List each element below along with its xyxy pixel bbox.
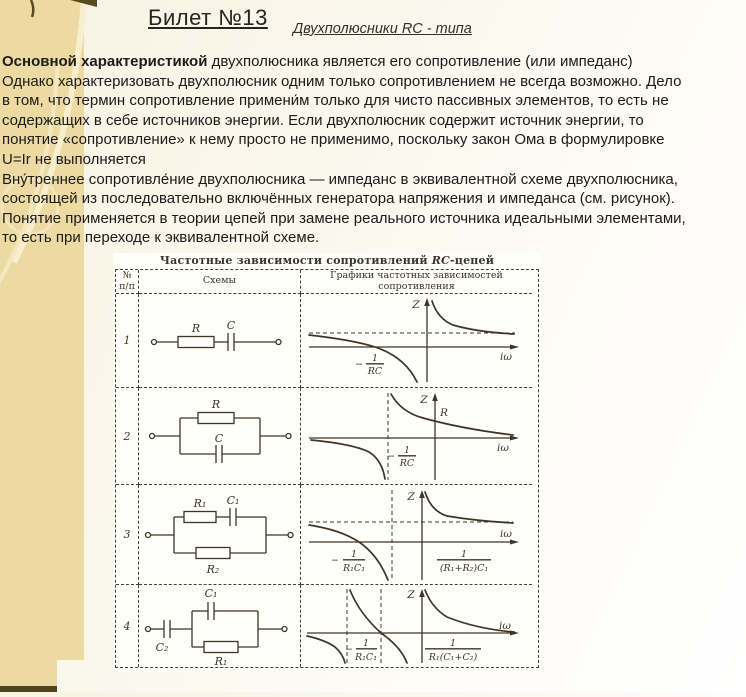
- zero-label-fraction: [437, 549, 491, 574]
- svg-text:1: 1: [460, 548, 468, 560]
- paragraph-line: Вну́треннее сопротивле́ние двухполюсника — импеданс в эквивалентной схеме двухполюсника,: [2, 170, 678, 188]
- svg-text:−: −: [387, 450, 395, 462]
- capacitor-label: C: [214, 431, 223, 445]
- table-title-tail: -цепей: [450, 254, 495, 267]
- svg-text:1: 1: [449, 638, 457, 649]
- svg-text:1: 1: [350, 548, 358, 560]
- svg-text:RC: RC: [399, 457, 415, 469]
- rc-table-figure: [113, 253, 541, 672]
- capacitor-label: C: [226, 318, 235, 332]
- body-paragraph: [2, 52, 746, 248]
- graph-row2: [301, 388, 532, 485]
- paragraph-line: U=Ir не выполняется: [2, 150, 146, 168]
- z-axis-label: Z: [420, 393, 428, 406]
- zero-label-fraction: [425, 638, 481, 663]
- paragraph-line: понятие «сопротивление» к нему просто не применимо, поскольку закон Ома в формулировке: [2, 131, 665, 149]
- header-graphs-line1: Графики частотных зависимостей: [330, 270, 503, 281]
- graph-row1: [301, 294, 532, 388]
- svg-text:−: −: [331, 554, 339, 566]
- paragraph-line: Однако характеризовать двухполюсник одним только сопротивлением не всегда возможно. Дело: [2, 72, 682, 90]
- row1-graph: [301, 294, 532, 388]
- row2-number: 2: [116, 388, 139, 485]
- circuit-series-rc: [140, 294, 300, 388]
- resistor-label: R: [211, 397, 220, 411]
- paragraph-line: Понятие применяется в теории цепей при замене реального источника идеальными элементами,: [2, 209, 686, 227]
- omega-axis-label: iω: [500, 527, 512, 540]
- z-axis-label: Z: [412, 298, 420, 311]
- row2-circuit: [139, 388, 301, 485]
- paragraph-line: состоящей из последовательно включённых генератора напряжения и импеданса (см. рисунок).: [2, 190, 675, 208]
- svg-text:R₁C₁: R₁C₁: [342, 562, 366, 574]
- pole-label-fraction: [345, 638, 377, 663]
- omega-axis-label: iω: [499, 620, 511, 632]
- capacitor2-label: C₂: [155, 641, 168, 654]
- paragraph-line: [2, 52, 746, 72]
- header-graphs-line2: сопротивления: [378, 280, 455, 292]
- circuit-r1c1-parallel-r2: [140, 485, 300, 585]
- row2-graph: [301, 388, 532, 485]
- svg-text:1: 1: [371, 352, 379, 364]
- svg-text:(R₁+R₂)C₁: (R₁+R₂)C₁: [439, 562, 489, 574]
- svg-text:R₁C₁: R₁C₁: [354, 652, 378, 663]
- header-graphs: [301, 270, 532, 294]
- header-num: [116, 270, 139, 294]
- pole-label-fraction: [355, 353, 384, 377]
- row4-circuit: [139, 585, 301, 667]
- row3-number: 3: [116, 485, 139, 585]
- paragraph-line-text: двухполюсника является его сопротивление (или импеданс): [207, 53, 633, 70]
- row4-number: 4: [116, 585, 139, 667]
- bottom-accent-bar: [0, 686, 57, 692]
- resistor1-label: R₁: [214, 655, 227, 667]
- header-num-line2: п/п: [119, 280, 135, 292]
- table-title-rc: RC: [431, 254, 451, 267]
- circuit-c2-series-c1-parallel-r1: [140, 585, 300, 667]
- svg-text:−: −: [345, 644, 353, 655]
- header-num-line1: №: [122, 270, 132, 281]
- page-subtitle: Двухполюсники RC - типа: [293, 21, 472, 37]
- omega-axis-label: iω: [500, 350, 512, 363]
- resistor1-label: R₁: [193, 496, 206, 510]
- svg-text:RC: RC: [367, 365, 383, 377]
- capacitor1-label: C₁: [226, 493, 239, 507]
- svg-text:1: 1: [403, 444, 411, 456]
- capacitor1-label: C₁: [204, 587, 217, 600]
- paragraph-bold-lead: Основной характеристикой: [2, 53, 208, 70]
- row1-circuit: [139, 294, 301, 388]
- pole-label-fraction: [331, 549, 365, 574]
- paragraph-line: в том, что термин сопротивление примени́м только для чисто пассивных элементов, то есть не: [2, 92, 669, 110]
- header-schemes: [139, 270, 301, 294]
- page-title: Билет №13: [148, 5, 268, 30]
- circuit-parallel-rc: [140, 388, 300, 485]
- graph-row3: [301, 485, 532, 585]
- graph-row4: [301, 585, 532, 667]
- pole-label-fraction: [387, 445, 416, 469]
- paragraph-line: то есть при переходе к эквивалентной схеме.: [2, 229, 320, 247]
- rc-table: [115, 269, 539, 668]
- table-title-text: Частотные зависимости сопротивлений: [159, 254, 432, 267]
- paragraph-line: содержащих в себе источников энергии. Если двухполюсник содержит источник энергии, то: [2, 111, 644, 129]
- omega-axis-label: iω: [497, 441, 509, 454]
- z-axis-label: Z: [407, 490, 415, 503]
- resistor-label: R: [191, 321, 200, 335]
- header-schemes-text: Схемы: [202, 275, 237, 287]
- r-asymptote-label: R: [440, 406, 448, 419]
- row3-graph: [301, 485, 532, 585]
- table-title: [115, 254, 539, 267]
- svg-text:−: −: [355, 358, 363, 370]
- z-axis-label: Z: [407, 589, 415, 601]
- row3-circuit: [139, 485, 301, 585]
- resistor2-label: R₂: [206, 562, 219, 576]
- svg-text:1: 1: [362, 638, 370, 649]
- svg-text:R₁(C₁+C₂): R₁(C₁+C₂): [428, 652, 478, 663]
- row4-graph: [301, 585, 532, 667]
- row1-number: 1: [116, 294, 139, 388]
